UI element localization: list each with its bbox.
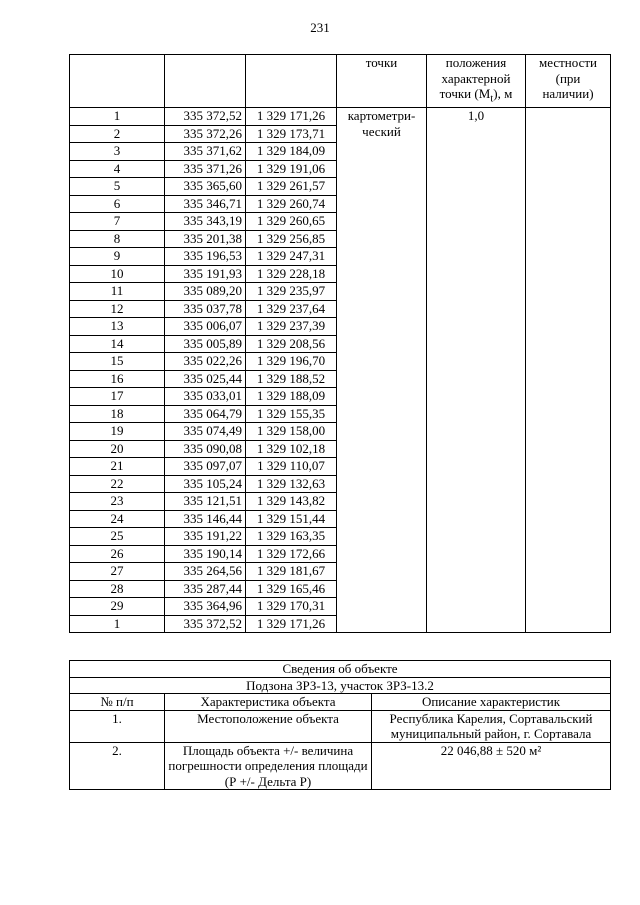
- x-coordinate-cell: 335 025,44: [165, 370, 246, 388]
- y-coordinate-cell: 1 329 110,07: [246, 458, 337, 476]
- point-number-cell: 12: [70, 300, 165, 318]
- header-cell-description: местности (при наличии): [526, 55, 611, 108]
- point-number-cell: 11: [70, 283, 165, 301]
- y-coordinate-cell: 1 329 132,63: [246, 475, 337, 493]
- table-row: [70, 108, 611, 126]
- x-coordinate-cell: 335 364,96: [165, 598, 246, 616]
- point-number-cell: 13: [70, 318, 165, 336]
- point-number-cell: 1: [70, 108, 165, 126]
- info-table-title: Сведения об объекте: [70, 661, 611, 678]
- y-coordinate-cell: 1 329 171,26: [246, 108, 337, 126]
- point-number-cell: 1: [70, 615, 165, 633]
- point-number-cell: 23: [70, 493, 165, 511]
- point-number-cell: 4: [70, 160, 165, 178]
- x-coordinate-cell: 335 033,01: [165, 388, 246, 406]
- y-coordinate-cell: 1 329 143,82: [246, 493, 337, 511]
- point-number-cell: 21: [70, 458, 165, 476]
- method-line-1: картометри-: [347, 108, 416, 124]
- y-coordinate-cell: 1 329 260,65: [246, 213, 337, 231]
- point-number-cell: 27: [70, 563, 165, 581]
- y-coordinate-cell: 1 329 260,74: [246, 195, 337, 213]
- x-coordinate-cell: 335 372,26: [165, 125, 246, 143]
- y-coordinate-cell: 1 329 196,70: [246, 353, 337, 371]
- info-cell-description: 22 046,88 ± 520 м²: [372, 742, 611, 790]
- y-coordinate-cell: 1 329 151,44: [246, 510, 337, 528]
- header-accuracy-subscript: t: [490, 92, 494, 105]
- y-coordinate-cell: 1 329 188,52: [246, 370, 337, 388]
- x-coordinate-cell: 335 201,38: [165, 230, 246, 248]
- point-number-cell: 24: [70, 510, 165, 528]
- x-coordinate-cell: 335 006,07: [165, 318, 246, 336]
- info-table-header: [70, 694, 611, 711]
- header-cell-method: точки: [337, 55, 427, 108]
- point-number-cell: 26: [70, 545, 165, 563]
- info-table-subtitle: Подзона ЗРЗ-13, участок ЗРЗ-13.2: [70, 677, 611, 694]
- x-coordinate-cell: 335 064,79: [165, 405, 246, 423]
- point-number-cell: 9: [70, 248, 165, 266]
- point-number-cell: 17: [70, 388, 165, 406]
- y-coordinate-cell: 1 329 191,06: [246, 160, 337, 178]
- point-number-cell: 25: [70, 528, 165, 546]
- x-coordinate-cell: 335 346,71: [165, 195, 246, 213]
- x-coordinate-cell: 335 372,52: [165, 615, 246, 633]
- description-cell: [526, 108, 611, 633]
- x-coordinate-cell: 335 190,14: [165, 545, 246, 563]
- y-coordinate-cell: 1 329 173,71: [246, 125, 337, 143]
- point-number-cell: 28: [70, 580, 165, 598]
- point-number-cell: 7: [70, 213, 165, 231]
- y-coordinate-cell: 1 329 181,67: [246, 563, 337, 581]
- header-cell-x: [165, 55, 246, 108]
- point-number-cell: 15: [70, 353, 165, 371]
- y-coordinate-cell: 1 329 247,31: [246, 248, 337, 266]
- info-cell-number: 1.: [70, 710, 165, 742]
- point-number-cell: 5: [70, 178, 165, 196]
- point-number-cell: 10: [70, 265, 165, 283]
- x-coordinate-cell: 335 191,22: [165, 528, 246, 546]
- point-number-cell: 6: [70, 195, 165, 213]
- point-number-cell: 8: [70, 230, 165, 248]
- method-cell: [337, 108, 427, 633]
- info-cell-description: Республика Карелия, Сортавальский муниципальный район, г. Сортавала: [372, 710, 611, 742]
- info-header-characteristic: Характеристика объекта: [165, 694, 372, 711]
- y-coordinate-cell: 1 329 256,85: [246, 230, 337, 248]
- header-cell-y: [246, 55, 337, 108]
- x-coordinate-cell: 335 074,49: [165, 423, 246, 441]
- x-coordinate-cell: 335 090,08: [165, 440, 246, 458]
- x-coordinate-cell: 335 089,20: [165, 283, 246, 301]
- y-coordinate-cell: 1 329 188,09: [246, 388, 337, 406]
- x-coordinate-cell: 335 264,56: [165, 563, 246, 581]
- accuracy-cell: 1,0: [427, 108, 526, 633]
- x-coordinate-cell: 335 146,44: [165, 510, 246, 528]
- point-number-cell: 3: [70, 143, 165, 161]
- x-coordinate-cell: 335 105,24: [165, 475, 246, 493]
- info-cell-characteristic: Площадь объекта +/- величина погрешности определения площади (Р +/- Дельта Р): [165, 742, 372, 790]
- info-cell-characteristic: Местоположение объекта: [165, 710, 372, 742]
- table-row: [70, 742, 611, 790]
- info-header-description: Описание характеристик: [372, 694, 611, 711]
- point-number-cell: 19: [70, 423, 165, 441]
- x-coordinate-cell: 335 343,19: [165, 213, 246, 231]
- y-coordinate-cell: 1 329 237,39: [246, 318, 337, 336]
- y-coordinate-cell: 1 329 165,46: [246, 580, 337, 598]
- header-accuracy-label: положения характерной точки (M: [439, 55, 511, 101]
- point-number-cell: 20: [70, 440, 165, 458]
- y-coordinate-cell: 1 329 171,26: [246, 615, 337, 633]
- y-coordinate-cell: 1 329 184,09: [246, 143, 337, 161]
- point-number-cell: 14: [70, 335, 165, 353]
- object-info-table: [69, 660, 611, 790]
- x-coordinate-cell: 335 191,93: [165, 265, 246, 283]
- y-coordinate-cell: 1 329 208,56: [246, 335, 337, 353]
- header-accuracy-tail: ), м: [493, 86, 513, 101]
- page-number: 231: [310, 20, 330, 35]
- coordinates-table: [69, 54, 611, 633]
- x-coordinate-cell: 335 196,53: [165, 248, 246, 266]
- point-number-cell: 22: [70, 475, 165, 493]
- x-coordinate-cell: 335 372,52: [165, 108, 246, 126]
- point-number-cell: 2: [70, 125, 165, 143]
- x-coordinate-cell: 335 005,89: [165, 335, 246, 353]
- method-line-2: ческий: [362, 124, 401, 140]
- x-coordinate-cell: 335 121,51: [165, 493, 246, 511]
- point-number-cell: 18: [70, 405, 165, 423]
- header-cell-accuracy: [427, 55, 526, 108]
- point-number-cell: 29: [70, 598, 165, 616]
- y-coordinate-cell: 1 329 172,66: [246, 545, 337, 563]
- y-coordinate-cell: 1 329 102,18: [246, 440, 337, 458]
- x-coordinate-cell: 335 037,78: [165, 300, 246, 318]
- header-cell-number: [70, 55, 165, 108]
- x-coordinate-cell: 335 371,26: [165, 160, 246, 178]
- y-coordinate-cell: 1 329 155,35: [246, 405, 337, 423]
- x-coordinate-cell: 335 097,07: [165, 458, 246, 476]
- x-coordinate-cell: 335 365,60: [165, 178, 246, 196]
- coordinates-table-header: [70, 55, 611, 108]
- x-coordinate-cell: 335 022,26: [165, 353, 246, 371]
- y-coordinate-cell: 1 329 163,35: [246, 528, 337, 546]
- info-header-number: № п/п: [70, 694, 165, 711]
- y-coordinate-cell: 1 329 228,18: [246, 265, 337, 283]
- y-coordinate-cell: 1 329 158,00: [246, 423, 337, 441]
- y-coordinate-cell: 1 329 237,64: [246, 300, 337, 318]
- point-number-cell: 16: [70, 370, 165, 388]
- x-coordinate-cell: 335 287,44: [165, 580, 246, 598]
- y-coordinate-cell: 1 329 261,57: [246, 178, 337, 196]
- y-coordinate-cell: 1 329 235,97: [246, 283, 337, 301]
- x-coordinate-cell: 335 371,62: [165, 143, 246, 161]
- info-cell-number: 2.: [70, 742, 165, 790]
- y-coordinate-cell: 1 329 170,31: [246, 598, 337, 616]
- table-row: [70, 710, 611, 742]
